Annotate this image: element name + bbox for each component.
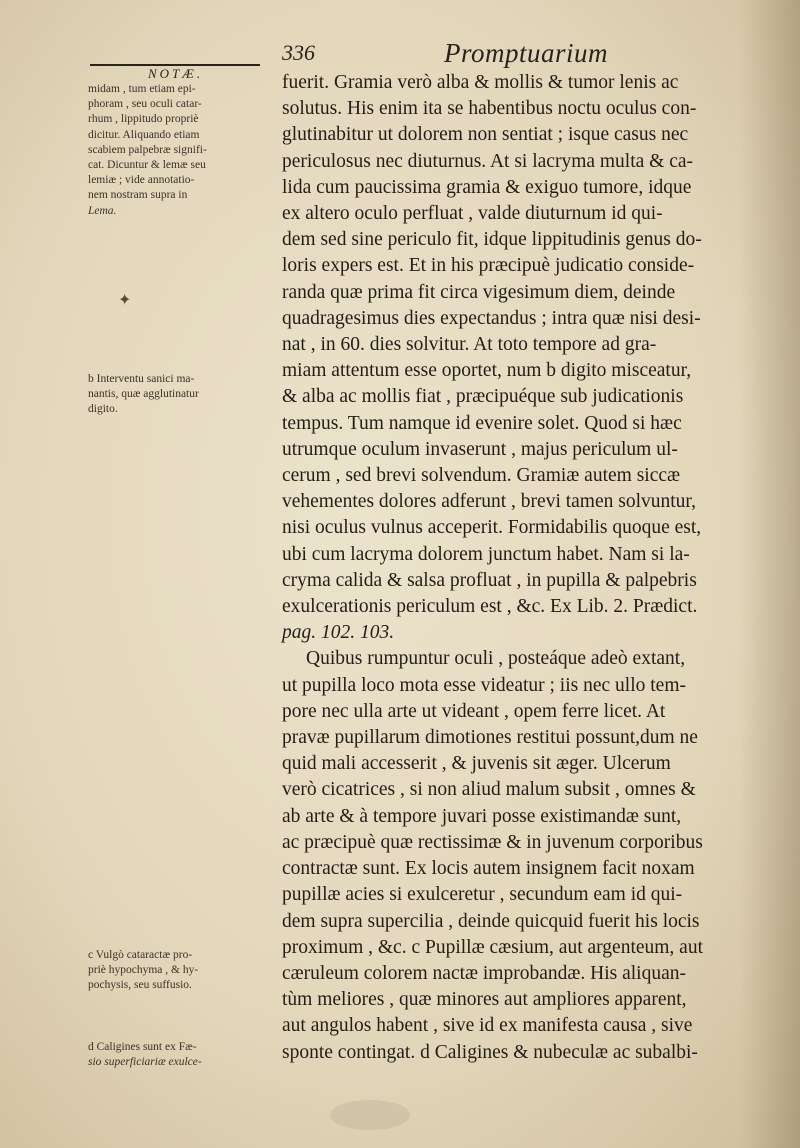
note-line: c Vulgò cataractæ pro- <box>88 949 193 961</box>
text-line: contractæ sunt. Ex locis autem insignem facit noxam <box>282 858 695 880</box>
note-line: nantis, quæ agglutinatur <box>88 388 199 401</box>
text-line: utrumque oculum invaserunt , majus periculum ul- <box>282 438 678 460</box>
note-line: nem nostram supra in <box>88 189 188 202</box>
text-line: pupillæ acies si exulceretur , secundum eam id qui- <box>282 884 683 906</box>
note-line: lemiæ ; vide annotatio- <box>88 174 195 187</box>
text-line: ac præcipuè quæ rectissimæ & in juvenum corporibus <box>282 831 703 853</box>
margin-note-d <box>88 1040 278 1070</box>
margin-note-b <box>88 372 278 418</box>
text-line: glutinabitur ut dolorem non sentiat ; isque casus nec <box>282 124 689 146</box>
text-line: pravæ pupillarum dimotiones restitui possunt,dum ne <box>282 727 698 749</box>
text-line: ubi cum lacryma dolorem junctum habet. Nam si la- <box>282 543 690 565</box>
text-line: aut angulos habent , sive id ex manifesta causa , sive <box>282 1015 693 1037</box>
text-line: quid mali accesserit , & juvenis sit æger. Ulcerum <box>282 753 671 775</box>
note-line: b Interventu sanici ma- <box>88 373 195 385</box>
margin-note-c <box>88 948 278 994</box>
text-line: cryma calida & salsa profluat , in pupilla & palpebris <box>282 569 697 591</box>
page-number: 336 <box>282 40 315 65</box>
text-line: tùm meliores , quæ minores aut ampliores apparent, <box>282 989 687 1011</box>
note-line: Lema. <box>88 204 117 217</box>
note-line: sio superficiariæ exulce- <box>88 1056 202 1069</box>
text-line: quadragesimus dies expectandus ; intra quæ nisi desi- <box>282 307 701 329</box>
text-line: solutus. His enim ita se habentibus noctu oculus con- <box>282 98 697 120</box>
text-line: tempus. Tum namque id evenire solet. Quod si hæc <box>282 412 682 434</box>
text-line: periculosus nec diuturnus. At si lacryma multa & ca- <box>282 150 694 172</box>
note-line: priè hypochyma , & hy- <box>88 964 199 977</box>
text-line: randa quæ prima fit circa vigesimum diem, deinde <box>282 281 676 303</box>
note-line: pochysis, seu suffusio. <box>88 979 192 992</box>
margin-note-a <box>88 82 278 219</box>
text-line: vehementes dolores adferunt , brevi tamen solvuntur, <box>282 491 697 513</box>
text-line: cæruleum colorem nactæ improbandæ. His aliquan- <box>282 962 686 984</box>
text-line: Quibus rumpuntur oculi , posteáque adeò extant, <box>306 648 686 670</box>
text-line: ut pupilla loco mota esse videatur ; iis nec ullo tem- <box>282 674 686 696</box>
text-line: proximum , &c. c Pupillæ cæsium, aut argenteum, aut <box>282 936 704 958</box>
text-line: fuerit. Gramia verò alba & mollis & tumor lenis ac <box>282 72 679 93</box>
text-line: exulcerationis periculum est , &c. Ex Lib. 2. Prædict. <box>282 596 698 618</box>
text-line: loris expers est. Et in his præcipuè judicatio conside- <box>282 255 695 277</box>
note-line: digito. <box>88 403 118 416</box>
note-line: cat. Dicuntur & lemæ seu <box>88 159 206 172</box>
text-line: dem sed sine periculo fit, idque lippitudinis genus do- <box>282 229 702 251</box>
text-line: lida cum paucissima gramia & exiguo tumore, idque <box>282 176 692 198</box>
note-line: dicitur. Aliquando etiam <box>88 128 200 141</box>
text-line: ex altero oculo perfluat , valde diuturnum id qui- <box>282 203 663 225</box>
note-line: midam , tum etiam epi- <box>88 83 196 95</box>
notes-title: NOTÆ. <box>148 66 204 81</box>
text-line: dem supra supercilia , deinde quicquid fuerit his locis <box>282 910 700 932</box>
note-line: rhum , lippitudo propriè <box>88 113 199 126</box>
ink-mark: ✦ <box>118 292 132 309</box>
paper-stain <box>330 1100 410 1130</box>
text-line: sponte contingat. d Caligines & nubeculæ ac subalbi- <box>282 1041 698 1063</box>
text-line: ab arte & à tempore juvari posse existimandæ sunt, <box>282 805 682 827</box>
text-line: nisi oculus vulnus acceperit. Formidabilis quoque est, <box>282 517 702 539</box>
note-line: phoram , seu oculi catar- <box>88 98 202 111</box>
main-text-column <box>282 70 790 1066</box>
text-line: nat , in 60. dies solvitur. At toto tempore ad gra- <box>282 334 657 356</box>
text-line: verò cicatrices , si non aliud malum subsit , omnes & <box>282 779 696 801</box>
running-head: Promptuarium <box>444 38 609 68</box>
note-line: d Caligines sunt ex Fæ- <box>88 1041 197 1053</box>
text-line: & alba ac mollis fiat , præcipuéque sub judicationis <box>282 386 684 408</box>
text-line: cerum , sed brevi solvendum. Gramiæ autem siccæ <box>282 465 681 487</box>
text-line: pag. 102. 103. <box>282 622 395 644</box>
text-line: pore nec ulla arte ut videant , opem ferre licet. At <box>282 700 666 722</box>
note-line: scabiem palpebræ signifi- <box>88 143 207 156</box>
text-line: miam attentum esse oportet, num b digito misceatur, <box>282 360 692 382</box>
